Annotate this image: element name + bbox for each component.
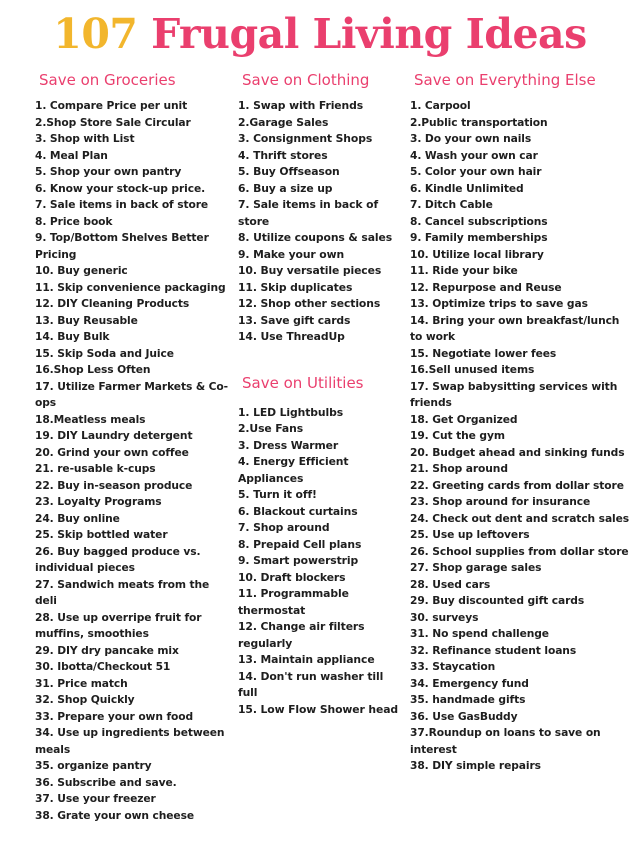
clothing-heading: Save on Clothing (242, 71, 370, 89)
list-item: 2.Public transportation (410, 115, 548, 129)
list-item: 22. Greeting cards from dollar store (410, 478, 624, 492)
list-item: 32. Refinance student loans (410, 643, 577, 657)
list-item: 14. Bring your own breakfast/lunch to work (410, 313, 620, 343)
list-item: 33. Prepare your own food (35, 709, 194, 723)
everything-else-column (410, 70, 635, 775)
list-item: 35. handmade gifts (410, 693, 526, 706)
list-item: 15. Negotiate lower fees (410, 346, 557, 360)
list-item: 34. Emergency fund (410, 676, 529, 690)
list-item: 35. organize pantry (35, 759, 152, 772)
list-item: 37. Use your freezer (35, 792, 156, 805)
groceries-heading: Save on Groceries (39, 71, 176, 89)
list-item: 12. Repurpose and Reuse (410, 280, 562, 294)
list-item: 7. Sale items in back of store (35, 198, 209, 211)
list-item: 16.Sell unused items (410, 363, 535, 376)
list-item: 20. Budget ahead and sinking funds (410, 445, 625, 459)
list-item: 21. re-usable k-cups (35, 462, 156, 475)
list-item: 15. Low Flow Shower head (238, 702, 399, 716)
list-item: 1. Swap with Friends (238, 99, 364, 112)
list-item: 7. Ditch Cable (410, 198, 493, 211)
list-item: 10. Draft blockers (238, 570, 346, 584)
title-text: Frugal Living Ideas (151, 10, 587, 58)
list-item: 9. Top/Bottom Shelves Better Pricing (35, 231, 209, 261)
list-item: 8. Cancel subscriptions (410, 214, 548, 228)
list-item: 2.Use Fans (238, 422, 304, 435)
list-item: 13. Maintain appliance (238, 653, 375, 666)
groceries-list (35, 98, 230, 824)
list-item: 1. LED Lightbulbs (238, 405, 344, 419)
list-item: 4. Thrift stores (238, 148, 328, 162)
list-item: 17. Swap babysitting services with friends (410, 379, 618, 409)
list-item: 38. Grate your own cheese (35, 808, 194, 822)
list-item: 6. Buy a size up (238, 181, 333, 195)
list-item: 31. Price match (35, 676, 128, 690)
list-item: 38. DIY simple repairs (410, 759, 541, 772)
list-item: 36. Subscribe and save. (35, 775, 177, 789)
title-number: 107 (53, 10, 138, 58)
list-item: 29. Buy discounted gift cards (410, 594, 585, 607)
list-item: 4. Wash your own car (410, 148, 538, 162)
list-item: 5. Color your own hair (410, 165, 542, 178)
list-item: 4. Meal Plan (35, 148, 108, 162)
list-item: 11. Skip duplicates (238, 280, 353, 294)
list-item: 27. Sandwich meats from the deli (35, 577, 210, 607)
list-item: 19. DIY Laundry detergent (35, 429, 193, 442)
list-item: 20. Grind your own coffee (35, 445, 189, 459)
list-item: 14. Buy Bulk (35, 330, 110, 343)
list-item: 11. Ride your bike (410, 264, 518, 277)
list-item: 9. Family memberships (410, 231, 548, 244)
list-item: 36. Use GasBuddy (410, 709, 518, 723)
list-item: 11. Skip convenience packaging (35, 280, 226, 294)
clothing-utilities-column (238, 70, 403, 718)
list-item: 24. Check out dent and scratch sales (410, 511, 630, 525)
list-item: 22. Buy in-season produce (35, 478, 193, 492)
list-item: 13. Buy Reusable (35, 313, 138, 327)
list-item: 3. Shop with List (35, 132, 135, 145)
list-item: 2.Shop Store Sale Circular (35, 115, 191, 129)
list-item: 14. Use ThreadUp (238, 330, 345, 343)
everything-else-heading: Save on Everything Else (414, 71, 596, 89)
page-title (0, 8, 640, 60)
list-item: 28. Use up overripe fruit for muffins, smoothies (35, 610, 202, 640)
list-item: 7. Sale items in back of store (238, 198, 379, 228)
list-item: 1. Carpool (410, 99, 471, 112)
list-item: 10. Utilize local library (410, 247, 544, 261)
list-item: 23. Shop around for insurance (410, 495, 591, 508)
list-item: 18. Get Organized (410, 412, 518, 426)
list-item: 28. Used cars (410, 577, 491, 591)
list-item: 30. surveys (410, 610, 479, 624)
list-item: 23. Loyalty Programs (35, 495, 162, 508)
list-item: 5. Buy Offseason (238, 165, 340, 178)
list-item: 3. Consignment Shops (238, 132, 373, 145)
list-item: 10. Buy versatile pieces (238, 264, 382, 277)
list-item: 8. Price book (35, 214, 113, 228)
list-item: 7. Shop around (238, 521, 330, 534)
list-item: 25. Skip bottled water (35, 528, 168, 541)
list-item: 8. Utilize coupons & sales (238, 231, 393, 244)
list-item: 12. Change air filters regularly (238, 620, 365, 650)
list-item: 3. Do your own nails (410, 132, 532, 145)
list-item: 29. DIY dry pancake mix (35, 643, 179, 657)
list-item: 2.Garage Sales (238, 115, 329, 129)
list-item: 15. Skip Soda and Juice (35, 346, 174, 360)
list-item: 14. Don't run washer till full (238, 669, 384, 699)
list-item: 25. Use up leftovers (410, 528, 530, 541)
list-item: 9. Make your own (238, 247, 345, 261)
list-item: 26. School supplies from dollar store (410, 544, 629, 558)
list-item: 4. Energy Efficient Appliances (238, 455, 349, 485)
utilities-heading: Save on Utilities (242, 373, 364, 392)
groceries-column (35, 70, 230, 824)
list-item: 27. Shop garage sales (410, 561, 542, 574)
list-item: 31. No spend challenge (410, 627, 549, 640)
list-item: 3. Dress Warmer (238, 438, 339, 452)
list-item: 8. Prepaid Cell plans (238, 537, 362, 551)
list-item: 26. Buy bagged produce vs. individual pieces (35, 544, 201, 574)
everything-else-list (410, 98, 635, 775)
list-item: 37.Roundup on loans to save on interest (410, 726, 601, 756)
list-item: 11. Programmable thermostat (238, 587, 349, 617)
list-item: 33. Staycation (410, 660, 496, 673)
list-item: 13. Optimize trips to save gas (410, 297, 588, 310)
list-item: 19. Cut the gym (410, 429, 505, 442)
list-item: 12. Shop other sections (238, 297, 381, 310)
list-item: 16.Shop Less Often (35, 363, 151, 376)
list-item: 18.Meatless meals (35, 412, 146, 426)
list-item: 9. Smart powerstrip (238, 554, 359, 567)
list-item: 30. Ibotta/Checkout 51 (35, 660, 171, 673)
list-item: 5. Shop your own pantry (35, 165, 182, 178)
list-item: 32. Shop Quickly (35, 693, 135, 706)
list-item: 21. Shop around (410, 462, 508, 475)
list-item: 17. Utilize Farmer Markets & Co-ops (35, 379, 228, 409)
list-item: 5. Turn it off! (238, 488, 317, 501)
list-item: 1. Compare Price per unit (35, 99, 188, 112)
list-item: 12. DIY Cleaning Products (35, 297, 190, 310)
list-item: 6. Know your stock-up price. (35, 181, 206, 195)
clothing-list (238, 98, 403, 346)
list-item: 6. Kindle Unlimited (410, 181, 524, 195)
list-item: 13. Save gift cards (238, 313, 351, 327)
list-item: 6. Blackout curtains (238, 504, 358, 518)
list-item: 34. Use up ingredients between meals (35, 726, 225, 756)
list-item: 24. Buy online (35, 511, 120, 525)
utilities-list (238, 405, 403, 719)
list-item: 10. Buy generic (35, 264, 128, 277)
